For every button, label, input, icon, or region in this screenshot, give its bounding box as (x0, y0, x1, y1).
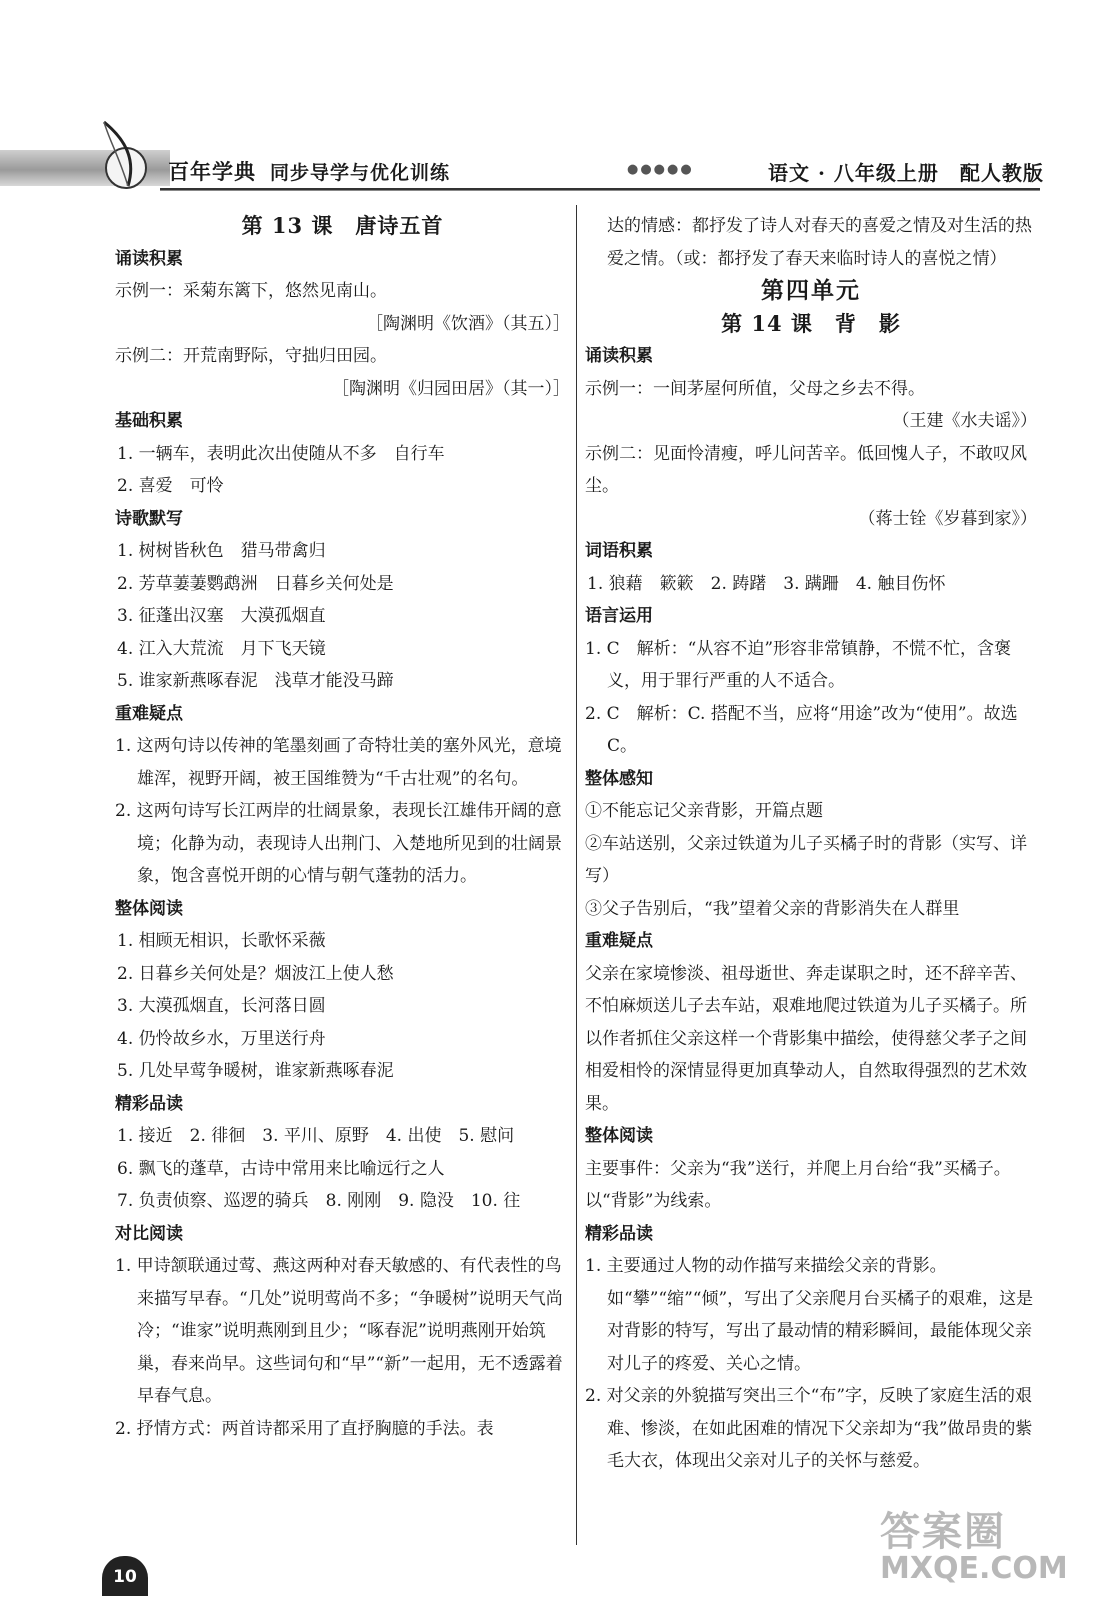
answer-line: 2. 喜爱 可怜 (117, 476, 224, 496)
answer-line: 5. 几处早莺争暖树，谁家新燕啄春泥 (117, 1061, 394, 1081)
section-heading: 精彩品读 (585, 1223, 653, 1244)
answer-line: 2. 日暮乡关何处是？烟波江上使人愁 (117, 963, 394, 984)
section-heading: 诵读积累 (585, 346, 653, 366)
answer-line: 5. 谁家新燕啄春泥 浅草才能没马蹄 (117, 671, 394, 691)
unit-title: 第四单元 (761, 277, 861, 304)
answer-paragraph: 1. 主要通过人物的动作描写来描绘父亲的背影。如“攀”“缩”“倾”，写出了父亲爬月台买橘子的艰难，这是对背影的特写，写出了最动情的精彩瞬间，最能体现父亲对儿子的疼爱、关心之情。 (585, 1256, 1034, 1374)
source-citation: （蒋士铨《岁暮到家》） (858, 508, 1037, 529)
answer-line: 示例一：一间茅屋何所值，父母之乡去不得。 (585, 378, 925, 399)
answer-line: 2. 芳草萋萋鹦鹉洲 日暮乡关何处是 (117, 573, 394, 594)
left-column (115, 210, 570, 1445)
source-citation: ［陶渊明《归园田居》（其一）］ (332, 378, 570, 399)
header-dots: ●●●●● (627, 162, 694, 177)
lesson-title: 第 14 课 背 影 (721, 310, 901, 336)
answer-line: 3. 大漠孤烟直，长河落日圆 (117, 996, 326, 1016)
section-heading: 语言运用 (585, 606, 653, 626)
column-divider (576, 205, 577, 1545)
answer-paragraph: 1. 这两句诗以传神的笔墨刻画了奇特壮美的塞外风光，意境雄浑，视野开阔，被王国维赞为“千古壮观”的名句。 (115, 736, 562, 789)
right-column (585, 210, 1037, 1478)
section-heading: 重难疑点 (115, 703, 183, 724)
page-header (0, 0, 1110, 200)
answer-paragraph: 主要事件：父亲为“我”送行，并爬上月台给“我”买橘子。以“背影”为线索。 (585, 1158, 1011, 1211)
book-title: 百年学典 (168, 159, 256, 184)
answer-line: ③父子告别后，“我”望着父亲的背影消失在人群里 (585, 898, 960, 919)
answer-paragraph: 2. C 解析：C. 搭配不当，应将“用途”改为“使用”。故选 C。 (585, 703, 1018, 756)
answer-line: 1. 狼藉 簌簌 2. 踌躇 3. 蹒跚 4. 触目伤怀 (587, 573, 946, 594)
answer-line: 3. 征蓬出汉塞 大漠孤烟直 (117, 606, 326, 626)
answer-line: 1. 一辆车，表明此次出使随从不多 自行车 (117, 443, 445, 464)
page-number: 10 (102, 1556, 148, 1596)
section-heading: 诵读积累 (115, 248, 183, 269)
subject-info: 语文 · 八年级上册 配人教版 (768, 161, 1044, 185)
continued-paragraph: 达的情感：都抒发了诗人对春天的喜爱之情及对生活的热爱之情。（或：都抒发了春天来临时诗人的喜悦之情） (607, 216, 1032, 269)
source-citation: ［陶渊明《饮酒》（其五）］ (366, 313, 570, 334)
answer-paragraph: 1. 甲诗颔联通过莺、燕这两种对春天敏感的、有代表性的鸟来描写早春。“几处”说明莺尚不多；“争暖树”说明天气尚冷；“谁家”说明燕刚到且少；“啄春泥”说明燕刚开始筑巢，春来尚早。这些词句和“早”“新”一起用，无不透露着早春气息。 (115, 1256, 563, 1406)
section-heading: 诗歌默写 (115, 508, 183, 529)
answer-line: 1. 相顾无相识，长歌怀采薇 (117, 931, 326, 951)
watermark-url: MXQE.COM (880, 1551, 1068, 1586)
answer-paragraph: 1. C 解析：“从容不迫”形容非常镇静，不慌不忙，含褒义，用于罪行严重的人不适合。 (585, 638, 1012, 691)
section-heading: 词语积累 (585, 541, 653, 561)
answer-line: 示例一：采菊东篱下，悠然见南山。 (115, 281, 387, 301)
section-heading: 基础积累 (115, 411, 183, 431)
watermark (880, 1500, 1068, 1586)
answer-line: 1. 树树皆秋色 猎马带禽归 (117, 541, 326, 561)
answer-line: 6. 飘飞的蓬草，古诗中常用来比喻远行之人 (117, 1158, 445, 1179)
section-heading: 对比阅读 (115, 1223, 183, 1244)
answer-line: 4. 仍怜故乡水，万里送行舟 (117, 1028, 326, 1049)
answer-line: 示例二：开荒南野际，守拙归田园。 (115, 346, 387, 366)
lesson-title: 第 13 课 唐诗五首 (241, 213, 444, 238)
header-rule (160, 188, 1040, 191)
answer-line: ①不能忘记父亲背影，开篇点题 (585, 801, 823, 821)
source-citation: （王建《水夫谣》） (892, 411, 1037, 431)
answer-line: 4. 江入大荒流 月下飞天镜 (117, 638, 326, 659)
watermark-text: 答案圈 (880, 1509, 1006, 1555)
section-heading: 整体感知 (585, 768, 653, 789)
answer-paragraph: 2. 对父亲的外貌描写突出三个“布”字，反映了家庭生活的艰难、惨淡，在如此困难的情况下父亲却为“我”做昂贵的紫毛大衣，体现出父亲对儿子的关怀与慈爱。 (585, 1386, 1033, 1471)
section-heading: 重难疑点 (585, 931, 653, 951)
section-heading: 精彩品读 (115, 1093, 183, 1114)
series-title: 同步导学与优化训练 (270, 162, 451, 184)
answer-line: 7. 负责侦察、巡逻的骑兵 8. 刚刚 9. 隐没 10. 往 (117, 1191, 521, 1211)
answer-line: 1. 接近 2. 徘徊 3. 平川、原野 4. 出使 5. 慰问 (117, 1126, 515, 1146)
section-heading: 整体阅读 (115, 898, 183, 919)
answer-line: 示例二：见面怜清瘦，呼儿问苦辛。低回愧人子，不敢叹风尘。 (585, 443, 1027, 496)
feather-pen-icon (96, 120, 156, 190)
answer-paragraph: 2. 这两句诗写长江两岸的壮阔景象，表现长江雄伟开阔的意境；化静为动，表现诗人出荆门、入楚地所见到的壮阔景象，饱含喜悦开朗的心情与朝气蓬勃的活力。 (115, 801, 562, 886)
answer-line: ②车站送别，父亲过铁道为儿子买橘子时的背影（实写、详写） (585, 833, 1027, 886)
answer-paragraph: 2. 抒情方式：两首诗都采用了直抒胸臆的手法。表 (115, 1418, 494, 1439)
answer-paragraph: 父亲在家境惨淡、祖母逝世、奔走谋职之时，还不辞辛苦、不怕麻烦送儿子去车站，艰难地爬过铁道为儿子买橘子。所以作者抓住父亲这样一个背影集中描绘，使得慈父孝子之间相爱相怜的深情显得更加真挚动人，自然取得强烈的艺术效果。 (585, 963, 1027, 1114)
section-heading: 整体阅读 (585, 1126, 653, 1146)
